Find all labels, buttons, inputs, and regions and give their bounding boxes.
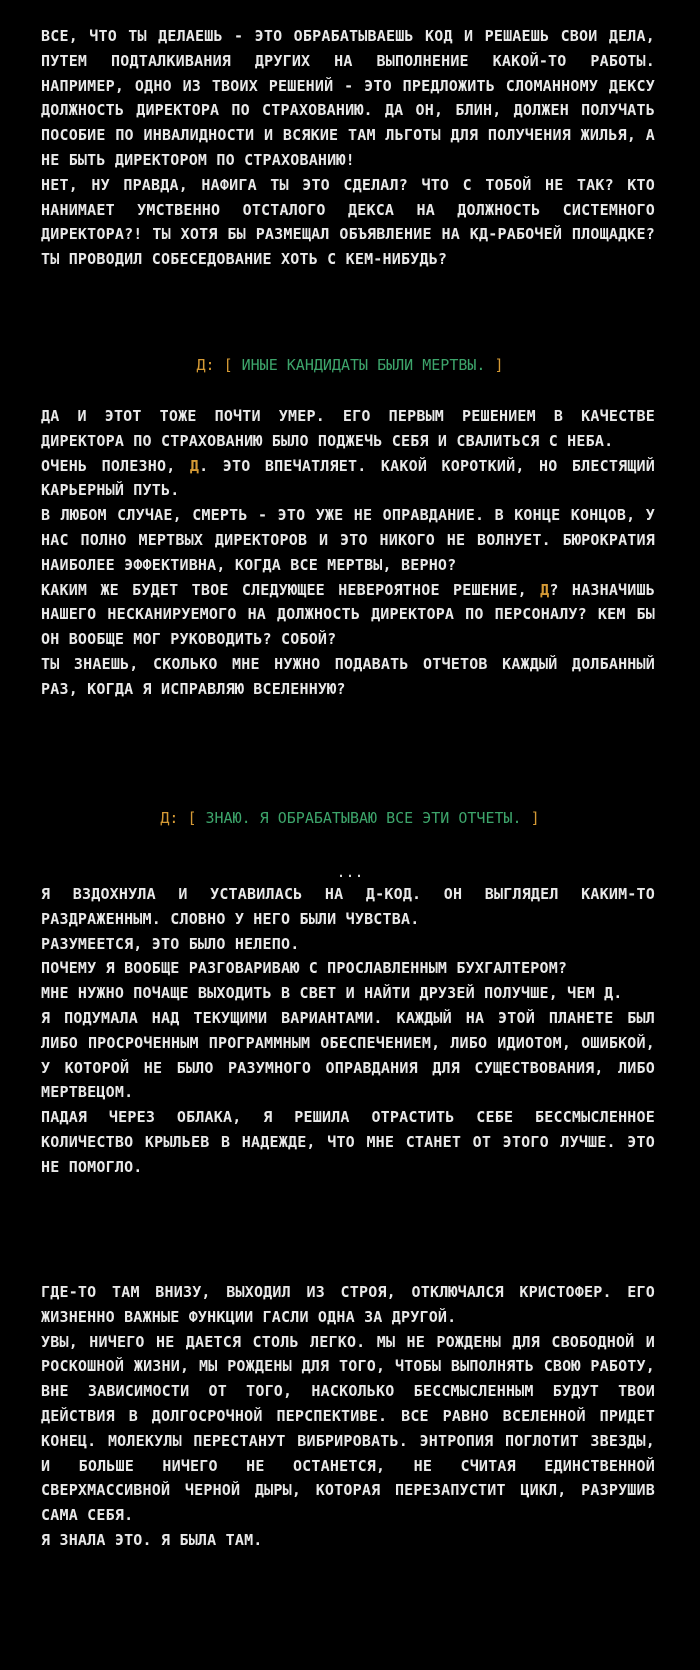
paragraph: ВСЕ, ЧТО ТЫ ДЕЛАЕШЬ - ЭТО ОБРАБАТЫВАЕШЬ КОД И РЕШАЕШЬ СВОИ ДЕЛА, ПУТЕМ ПОДТАЛКИВАНИЯ ДРУГИХ НА ВЫПОЛНЕНИЕ КАКОЙ-ТО РАБОТЫ. НАПРИМЕР, ОДНО ИЗ ТВОИХ РЕШЕНИЙ - ЭТО ПРЕДЛОЖИТЬ СЛОМАННОМУ ДЕКСУ ДОЛЖНОСТЬ ДИРЕКТОРА ПО СТРАХОВАНИЮ. ДА ОН, БЛИН, ДОЛЖЕН ПОЛУЧАТЬ ПОСОБИЕ ПО ИНВАЛИДНОСТИ И ВСЯКИЕ ТАМ ЛЬГОТЫ ДЛЯ ПОЛУЧЕНИЯ ЖИЛЬЯ, А НЕ БЫТЬ ДИРЕКТОРОМ ПО СТРАХОВАНИЮ! xyxy=(41,27,655,169)
paragraph: НЕТ, НУ ПРАВДА, НАФИГА ТЫ ЭТО СДЕЛАЛ? ЧТО С ТОБОЙ НЕ ТАК? КТО НАНИМАЕТ УМСТВЕННО ОТСТАЛОГО ДЕКСА НА ДОЛЖНОСТЬ СИСТЕМНОГО ДИРЕКТОРА?! ТЫ ХОТЯ БЫ РАЗМЕЩАЛ ОБЪЯВЛЕНИЕ НА КД-РАБОЧЕЙ ПЛОЩАДКЕ? ТЫ ПРОВОДИЛ СОБЕСЕДОВАНИЕ ХОТЬ С КЕМ-НИБУДЬ? xyxy=(41,175,655,269)
text-fragment: . ЭТО ВПЕЧАТЛЯЕТ. КАКОЙ КОРОТКИЙ, НО БЛЕСТЯЩИЙ КАРЬЕРНЫЙ ПУТЬ. xyxy=(41,456,655,500)
paragraph: ГДЕ-ТО ТАМ ВНИЗУ, ВЫХОДИЛ ИЗ СТРОЯ, ОТКЛЮЧАЛСЯ КРИСТОФЕР. ЕГО ЖИЗНЕННО ВАЖНЫЕ ФУНКЦИИ ГАСЛИ ОДНА ЗА ДРУГОЙ. xyxy=(41,1283,655,1326)
open-bracket: [ xyxy=(223,356,233,374)
close-bracket: ] xyxy=(494,356,504,374)
paragraph: ДА И ЭТОТ ТОЖЕ ПОЧТИ УМЕР. ЕГО ПЕРВЫМ РЕШЕНИЕМ В КАЧЕСТВЕ ДИРЕКТОРА ПО СТРАХОВАНИЮ БЫЛО ПОДЖЕЧЬ СЕБЯ И СВАЛИТЬСЯ С НЕБА. xyxy=(41,407,655,450)
close-bracket: ] xyxy=(530,809,540,827)
d-name-highlight: Д xyxy=(540,580,550,599)
paragraph: УВЫ, НИЧЕГО НЕ ДАЕТСЯ СТОЛЬ ЛЕГКО. МЫ НЕ РОЖДЕНЫ ДЛЯ СВОБОДНОЙ И РОСКОШНОЙ ЖИЗНИ, МЫ РОЖДЕНЫ ДЛЯ ТОГО, ЧТОБЫ ВЫПОЛНЯТЬ СВОЮ РАБОТУ, ВНЕ ЗАВИСИМОСТИ ОТ ТОГО, НАСКОЛЬКО БЕССМЫСЛЕННЫМ БУДУТ ТВОИ ДЕЙСТВИЯ В ДОЛГОСРОЧНОЙ ПЕРСПЕКТИВЕ. ВСЕ РАВНО ВСЕЛЕННОЙ ПРИДЕТ КОНЕЦ. МОЛЕКУЛЫ ПЕРЕСТАНУТ ВИБРИРОВАТЬ. ЭНТРОПИЯ ПОГЛОТИТ ЗВЕЗДЫ, И БОЛЬШЕ НИЧЕГО НЕ ОСТАНЕТСЯ, НЕ СЧИТАЯ ЕДИНСТВЕННОЙ СВЕРХМАССИВНОЙ ЧЕРНОЙ ДЫРЫ, КОТОРАЯ ПЕРЕЗАПУСТИТ ЦИКЛ, РАЗРУШИВ САМА СЕБЯ. xyxy=(41,1332,655,1525)
paragraph: ПАДАЯ ЧЕРЕЗ ОБЛАКА, Я РЕШИЛА ОТРАСТИТЬ СЕБЕ БЕССМЫСЛЕННОЕ КОЛИЧЕСТВО КРЫЛЬЕВ В НАДЕЖДЕ, ЧТО МНЕ СТАНЕТ ОТ ЭТОГО ЛУЧШЕ. ЭТО НЕ ПОМОГЛО. xyxy=(41,1108,655,1176)
paragraph xyxy=(41,578,655,652)
narration-block-2 xyxy=(41,404,655,702)
speaker-tag: Д: xyxy=(196,356,215,374)
d-dialogue-text: ЗНАЮ. Я ОБРАБАТЫВАЮ ВСЕ ЭТИ ОТЧЕТЫ. xyxy=(205,809,522,827)
paragraph: РАЗУМЕЕТСЯ, ЭТО БЫЛО НЕЛЕПО. xyxy=(41,934,300,953)
narration-block-4 xyxy=(41,1280,655,1553)
paragraph: Я ПОДУМАЛА НАД ТЕКУЩИМИ ВАРИАНТАМИ. КАЖДЫЙ НА ЭТОЙ ПЛАНЕТЕ БЫЛ ЛИБО ПРОСРОЧЕННЫМ ПРОГРАММНЫМ ОБЕСПЕЧЕНИЕМ, ЛИБО ИДИОТОМ, ОШИБКОЙ, У КОТОРОЙ НЕ БЫЛО РАЗУМНОГО ОПРАВДАНИЯ ДЛЯ СУЩЕСТВОВАНИЯ, ЛИБО МЕРТВЕЦОМ. xyxy=(41,1008,655,1102)
text-fragment: ОЧЕНЬ ПОЛЕЗНО, xyxy=(41,456,190,475)
d-name-highlight: Д xyxy=(189,456,200,475)
d-dialogue-line-2 xyxy=(0,806,700,830)
paragraph: МНЕ НУЖНО ПОЧАЩЕ ВЫХОДИТЬ В СВЕТ И НАЙТИ ДРУЗЕЙ ПОЛУЧШЕ, ЧЕМ Д. xyxy=(41,984,623,1003)
open-bracket: [ xyxy=(187,809,197,827)
text-fragment: ? НАЗНАЧИШЬ НАШЕГО НЕСКАНИРУЕМОГО НА ДОЛЖНОСТЬ ДИРЕКТОРА ПО ПЕРСОНАЛУ? КЕМ БЫ ОН ВООБЩЕ МОГ РУКОВОДИТЬ? СОБОЙ? xyxy=(41,580,655,649)
d-dialogue-text: ИНЫЕ КАНДИДАТЫ БЫЛИ МЕРТВЫ. xyxy=(241,356,486,374)
narration-block-3 xyxy=(41,882,655,1180)
paragraph: ТЫ ЗНАЕШЬ, СКОЛЬКО МНЕ НУЖНО ПОДАВАТЬ ОТЧЕТОВ КАЖДЫЙ ДОЛБАННЫЙ РАЗ, КОГДА Я ИСПРАВЛЯЮ ВСЕЛЕННУЮ? xyxy=(41,654,655,698)
paragraph: В ЛЮБОМ СЛУЧАЕ, СМЕРТЬ - ЭТО УЖЕ НЕ ОПРАВДАНИЕ. В КОНЦЕ КОНЦОВ, У НАС ПОЛНО МЕРТВЫХ ДИРЕКТОРОВ И ЭТО НИКОГО НЕ ВОЛНУЕТ. БЮРОКРАТИЯ НАИБОЛЕЕ ЭФФЕКТИВНА, КОГДА ВСЕ МЕРТВЫ, ВЕРНО? xyxy=(41,506,655,574)
narration-block-1 xyxy=(41,24,655,272)
paragraph: Я ЗНАЛА ЭТО. Я БЫЛА ТАМ. xyxy=(41,1530,263,1549)
paragraph: Я ВЗДОХНУЛА И УСТАВИЛАСЬ НА Д-КОД. ОН ВЫГЛЯДЕЛ КАКИМ-ТО РАЗДРАЖЕННЫМ. СЛОВНО У НЕГО БЫЛИ ЧУВСТВА. xyxy=(41,885,655,928)
text-fragment: КАКИМ ЖЕ БУДЕТ ТВОЕ СЛЕДУЮЩЕЕ НЕВЕРОЯТНОЕ РЕШЕНИЕ, xyxy=(41,580,541,599)
d-dialogue-line-1 xyxy=(0,353,700,377)
ellipsis-divider: ... xyxy=(336,863,364,881)
paragraph xyxy=(41,454,655,504)
speaker-tag: Д: xyxy=(160,809,179,827)
paragraph: ПОЧЕМУ Я ВООБЩЕ РАЗГОВАРИВАЮ С ПРОСЛАВЛЕННЫМ БУХГАЛТЕРОМ? xyxy=(41,959,568,978)
